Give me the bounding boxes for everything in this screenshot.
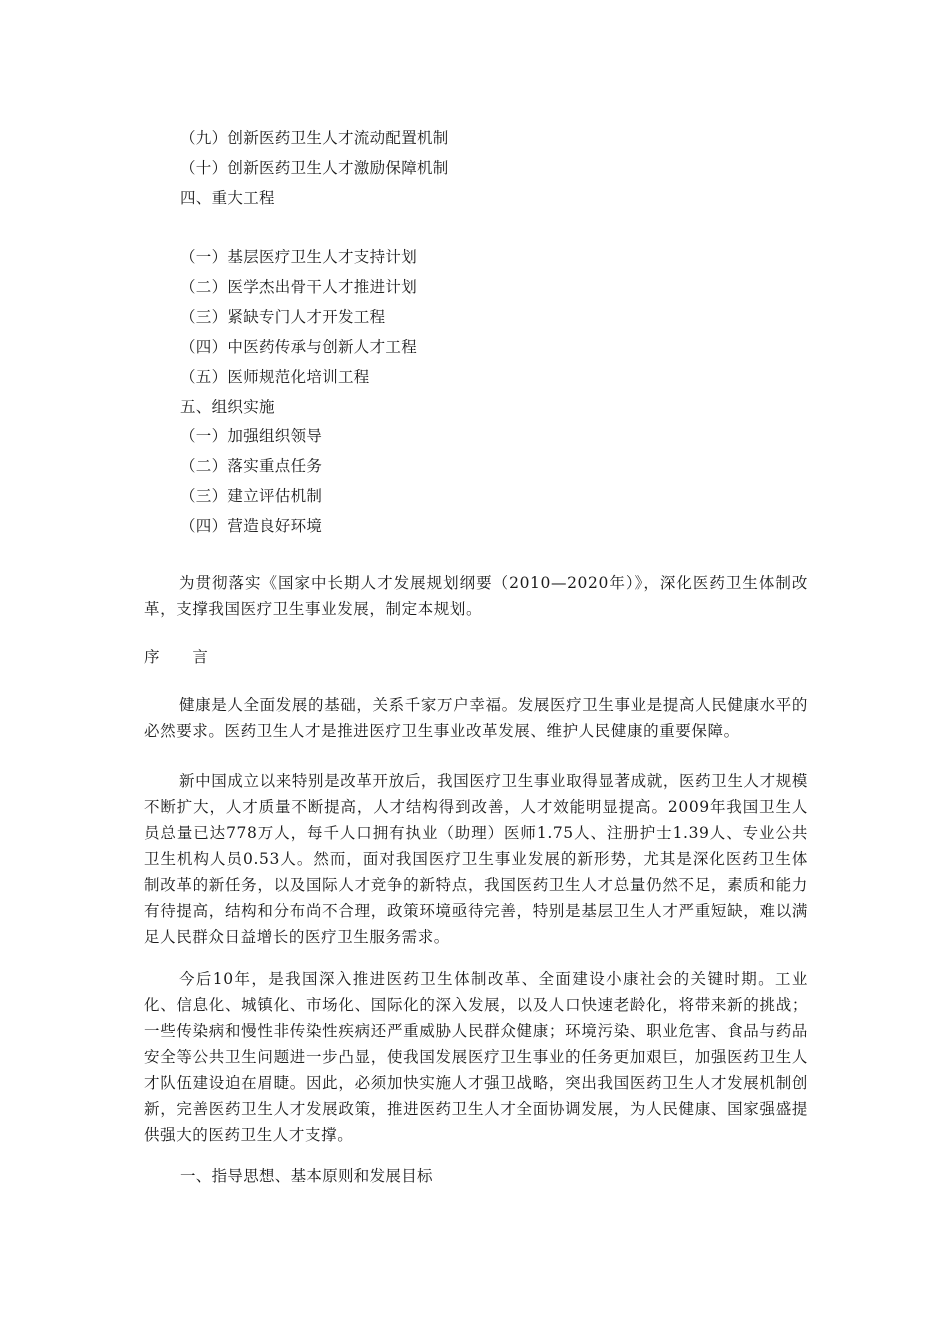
preface-paragraph-3: 今后10年，是我国深入推进医药卫生体制改革、全面建设小康社会的关键时期。工业化、信息化、城镇化、市场化、国际化的深入发展，以及人口快速老龄化，将带来新的挑战；一些传染病和慢性非传染性疾病还严重威胁人民群众健康；环境污染、职业危害、食品与药品安全等公共卫生问题进一步凸显，使我国发展医疗卫生事业的任务更加艰巨，加强医药卫生人才队伍建设迫在眉睫。因此，必须加快实施人才强卫战略，突出我国医药卫生人才发展机制创新，完善医药卫生人才发展政策，推进医药卫生人才全面协调发展，为人民健康、国家强盛提供强大的医药卫生人才支撑。	[144, 970, 808, 1144]
section5-item-2: （二）落实重点任务	[180, 457, 323, 475]
section5-item-3: （三）建立评估机制	[180, 487, 323, 505]
section5-item-1: （一）加强组织领导	[180, 427, 323, 445]
preface-heading: 序 言	[144, 648, 222, 666]
section4-item-4: （四）中医药传承与创新人才工程	[180, 338, 418, 356]
outline-section-5-title: 五、组织实施	[180, 398, 275, 416]
section4-item-1: （一）基层医疗卫生人才支持计划	[180, 248, 418, 266]
section4-item-3: （三）紧缺专门人才开发工程	[180, 308, 386, 326]
outline-item-10: （十）创新医药卫生人才激励保障机制	[180, 159, 449, 177]
section5-item-4: （四）营造良好环境	[180, 517, 323, 535]
section-1-heading: 一、指导思想、基本原则和发展目标	[180, 1167, 433, 1185]
intro-paragraph: 为贯彻落实《国家中长期人才发展规划纲要（2010—2020年）》，深化医药卫生体制改革，支撑我国医疗卫生事业发展，制定本规划。	[144, 574, 808, 618]
outline-item-9: （九）创新医药卫生人才流动配置机制	[180, 129, 449, 147]
preface-paragraph-2: 新中国成立以来特别是改革开放后，我国医疗卫生事业取得显著成就，医药卫生人才规模不断扩大，人才质量不断提高，人才结构得到改善，人才效能明显提高。2009年我国卫生人员总量已达778万人，每千人口拥有执业（助理）医师1.75人、注册护士1.39人、专业公共卫生机构人员0.53人。然而，面对我国医疗卫生事业发展的新形势，尤其是深化医药卫生体制改革的新任务，以及国际人才竞争的新特点，我国医药卫生人才总量仍然不足，素质和能力有待提高，结构和分布尚不合理，政策环境亟待完善，特别是基层卫生人才严重短缺，难以满足人民群众日益增长的医疗卫生服务需求。	[144, 772, 808, 946]
section4-item-2: （二）医学杰出骨干人才推进计划	[180, 278, 418, 296]
preface-paragraph-1: 健康是人全面发展的基础，关系千家万户幸福。发展医疗卫生事业是提高人民健康水平的必然要求。医药卫生人才是推进医疗卫生事业改革发展、维护人民健康的重要保障。	[144, 696, 808, 740]
section4-item-5: （五）医师规范化培训工程	[180, 368, 370, 386]
outline-section-4-title: 四、重大工程	[180, 189, 275, 207]
